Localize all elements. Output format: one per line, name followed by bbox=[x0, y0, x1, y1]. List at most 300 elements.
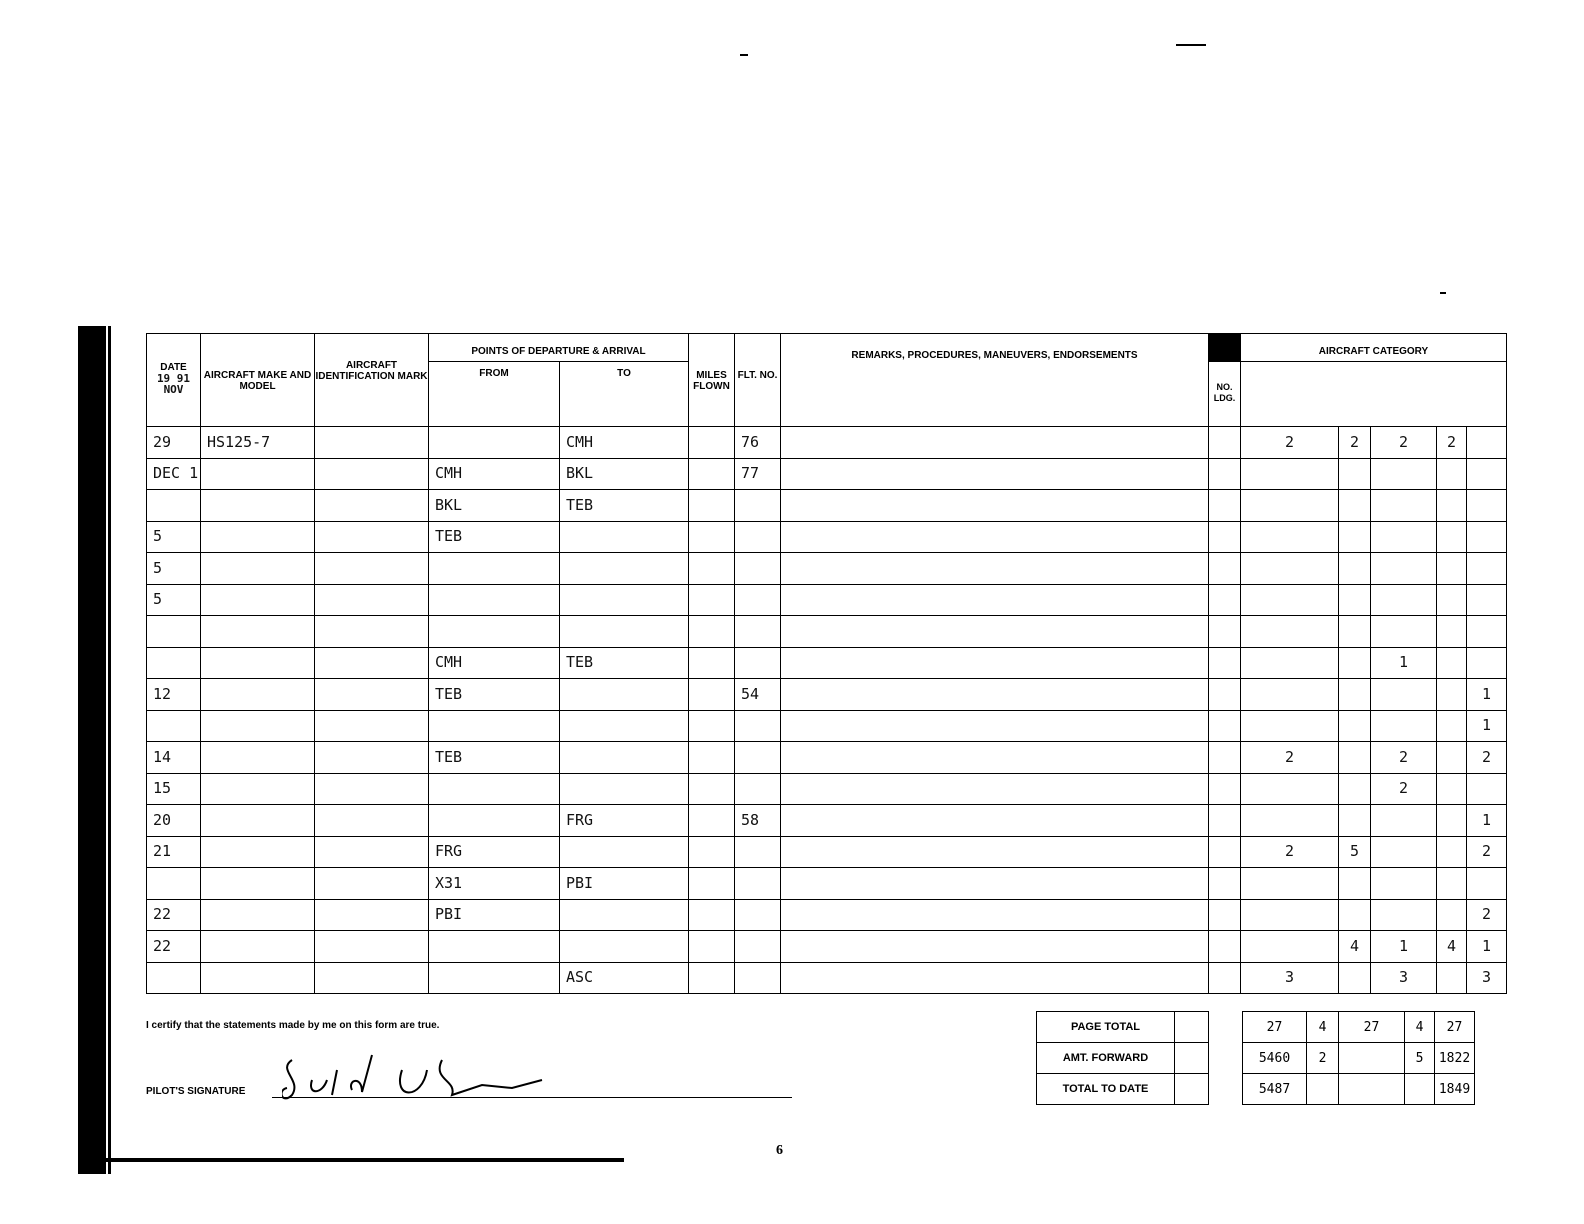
ident-cell bbox=[315, 616, 429, 648]
miles-cell bbox=[689, 742, 735, 774]
category-cell bbox=[1339, 805, 1371, 837]
date-cell bbox=[147, 710, 201, 742]
log-entry-row bbox=[147, 521, 1507, 553]
date-cell: 5 bbox=[147, 521, 201, 553]
remarks-cell bbox=[781, 679, 1209, 711]
miles-header: MILES FLOWN bbox=[689, 334, 735, 427]
log-entry-row bbox=[147, 962, 1507, 994]
ldg-cell bbox=[1209, 868, 1241, 900]
ldg-cell bbox=[1209, 962, 1241, 994]
model-cell bbox=[201, 616, 315, 648]
from-cell: BKL bbox=[429, 490, 560, 522]
model-cell bbox=[201, 805, 315, 837]
date-cell bbox=[147, 868, 201, 900]
flt-cell bbox=[735, 742, 781, 774]
category-cell: 1 bbox=[1467, 679, 1507, 711]
category-cell bbox=[1437, 679, 1467, 711]
category-cell: 1 bbox=[1371, 931, 1437, 963]
from-header: FROM bbox=[429, 362, 560, 426]
logbook-table bbox=[146, 333, 1507, 994]
category-cell bbox=[1467, 521, 1507, 553]
category-cell bbox=[1241, 773, 1339, 805]
category-cell bbox=[1241, 490, 1339, 522]
category-cell bbox=[1467, 427, 1507, 459]
flt-cell: 54 bbox=[735, 679, 781, 711]
model-cell bbox=[201, 931, 315, 963]
category-cell bbox=[1339, 553, 1371, 585]
model-cell bbox=[201, 836, 315, 868]
flt-cell bbox=[735, 521, 781, 553]
ldg-cell bbox=[1209, 490, 1241, 522]
from-cell: CMH bbox=[429, 458, 560, 490]
total-to-date-cell bbox=[1405, 1074, 1435, 1105]
category-cell: 2 bbox=[1467, 836, 1507, 868]
from-cell: TEB bbox=[429, 521, 560, 553]
category-header: AIRCRAFT CATEGORY bbox=[1241, 334, 1507, 427]
bottom-edge-line bbox=[104, 1158, 624, 1162]
category-cell bbox=[1339, 584, 1371, 616]
remarks-cell bbox=[781, 742, 1209, 774]
category-cell bbox=[1339, 899, 1371, 931]
to-cell bbox=[560, 773, 689, 805]
model-cell bbox=[201, 553, 315, 585]
category-cell bbox=[1467, 868, 1507, 900]
amt-forward-cell: 1822 bbox=[1435, 1043, 1475, 1074]
miles-cell bbox=[689, 490, 735, 522]
remarks-cell bbox=[781, 521, 1209, 553]
model-cell bbox=[201, 679, 315, 711]
remarks-cell bbox=[781, 647, 1209, 679]
from-cell: TEB bbox=[429, 679, 560, 711]
to-cell bbox=[560, 836, 689, 868]
category-cell: 2 bbox=[1467, 742, 1507, 774]
remarks-header: REMARKS, PROCEDURES, MANEUVERS, ENDORSEMENTS bbox=[781, 334, 1209, 427]
category-cell bbox=[1371, 710, 1437, 742]
remarks-cell bbox=[781, 458, 1209, 490]
category-cell bbox=[1241, 584, 1339, 616]
ldg-cell bbox=[1209, 647, 1241, 679]
date-cell: 22 bbox=[147, 899, 201, 931]
miles-cell bbox=[689, 868, 735, 900]
flt-cell bbox=[735, 647, 781, 679]
total-to-date-label: TOTAL TO DATE bbox=[1037, 1074, 1175, 1105]
category-cell bbox=[1371, 584, 1437, 616]
model-cell bbox=[201, 962, 315, 994]
to-cell bbox=[560, 553, 689, 585]
category-cell bbox=[1437, 490, 1467, 522]
remarks-cell bbox=[781, 836, 1209, 868]
to-cell: PBI bbox=[560, 868, 689, 900]
to-cell: CMH bbox=[560, 427, 689, 459]
date-header: DATE 19 91 NOV bbox=[147, 334, 201, 427]
remarks-cell bbox=[781, 868, 1209, 900]
log-entry-row bbox=[147, 868, 1507, 900]
category-cell bbox=[1467, 458, 1507, 490]
from-cell bbox=[429, 931, 560, 963]
category-cell bbox=[1339, 490, 1371, 522]
category-cell bbox=[1371, 490, 1437, 522]
to-cell bbox=[560, 521, 689, 553]
flt-cell bbox=[735, 490, 781, 522]
category-cell: 1 bbox=[1467, 931, 1507, 963]
ident-cell bbox=[315, 931, 429, 963]
from-cell bbox=[429, 962, 560, 994]
ident-cell bbox=[315, 679, 429, 711]
category-cell bbox=[1241, 521, 1339, 553]
from-cell bbox=[429, 773, 560, 805]
total-to-date-cell bbox=[1339, 1074, 1405, 1105]
ldg-cell bbox=[1209, 427, 1241, 459]
log-entry-row bbox=[147, 647, 1507, 679]
ident-cell bbox=[315, 962, 429, 994]
category-cell: 2 bbox=[1467, 899, 1507, 931]
category-cell bbox=[1437, 773, 1467, 805]
amt-forward-cell: 5460 bbox=[1243, 1043, 1307, 1074]
category-cell bbox=[1371, 553, 1437, 585]
date-cell: 12 bbox=[147, 679, 201, 711]
to-header: TO bbox=[617, 368, 631, 379]
flt-cell: 76 bbox=[735, 427, 781, 459]
category-cell bbox=[1467, 490, 1507, 522]
category-cell bbox=[1241, 553, 1339, 585]
page-total-cell: 27 bbox=[1339, 1012, 1405, 1043]
total-to-date-cell: 5487 bbox=[1243, 1074, 1307, 1105]
page-total-cell: 4 bbox=[1405, 1012, 1435, 1043]
miles-cell bbox=[689, 931, 735, 963]
miles-cell bbox=[689, 584, 735, 616]
flt-cell: 77 bbox=[735, 458, 781, 490]
model-cell bbox=[201, 773, 315, 805]
category-cell bbox=[1339, 521, 1371, 553]
category-cell: 2 bbox=[1241, 836, 1339, 868]
totals-table bbox=[1036, 1011, 1475, 1105]
ident-cell bbox=[315, 710, 429, 742]
miles-cell bbox=[689, 899, 735, 931]
category-cell bbox=[1437, 899, 1467, 931]
flt-cell bbox=[735, 868, 781, 900]
flt-cell bbox=[735, 710, 781, 742]
category-cell bbox=[1437, 805, 1467, 837]
to-cell: ASC bbox=[560, 962, 689, 994]
category-cell bbox=[1371, 616, 1437, 648]
log-entry-row bbox=[147, 836, 1507, 868]
date-cell bbox=[147, 962, 201, 994]
category-cell: 4 bbox=[1437, 931, 1467, 963]
category-cell: 2 bbox=[1241, 742, 1339, 774]
category-cell bbox=[1371, 521, 1437, 553]
category-cell bbox=[1241, 899, 1339, 931]
category-cell bbox=[1339, 868, 1371, 900]
ident-cell bbox=[315, 899, 429, 931]
category-cell bbox=[1241, 868, 1339, 900]
date-cell bbox=[147, 490, 201, 522]
flt-cell bbox=[735, 616, 781, 648]
ident-cell bbox=[315, 773, 429, 805]
miles-cell bbox=[689, 962, 735, 994]
category-cell: 1 bbox=[1467, 710, 1507, 742]
log-entry-row bbox=[147, 710, 1507, 742]
from-cell: TEB bbox=[429, 742, 560, 774]
ident-cell bbox=[315, 427, 429, 459]
from-cell bbox=[429, 616, 560, 648]
ldg-cell bbox=[1209, 742, 1241, 774]
category-cell bbox=[1339, 710, 1371, 742]
category-cell bbox=[1339, 679, 1371, 711]
miles-cell bbox=[689, 647, 735, 679]
to-cell bbox=[560, 584, 689, 616]
to-cell: FRG bbox=[560, 805, 689, 837]
total-to-date-row bbox=[1037, 1074, 1475, 1105]
page-total-ldg bbox=[1175, 1012, 1209, 1043]
page-total-row bbox=[1037, 1012, 1475, 1043]
category-cell bbox=[1241, 931, 1339, 963]
from-cell bbox=[429, 710, 560, 742]
category-cell bbox=[1467, 773, 1507, 805]
category-cell bbox=[1241, 710, 1339, 742]
ident-cell bbox=[315, 742, 429, 774]
ldg-cell bbox=[1209, 773, 1241, 805]
to-cell bbox=[560, 931, 689, 963]
miles-cell bbox=[689, 773, 735, 805]
category-cell bbox=[1437, 710, 1467, 742]
category-cell: 4 bbox=[1339, 931, 1371, 963]
from-cell bbox=[429, 427, 560, 459]
flt-cell bbox=[735, 931, 781, 963]
page-total-cell: 27 bbox=[1243, 1012, 1307, 1043]
from-cell: FRG bbox=[429, 836, 560, 868]
flt-cell bbox=[735, 836, 781, 868]
flt-cell bbox=[735, 584, 781, 616]
category-cell bbox=[1467, 584, 1507, 616]
category-cell bbox=[1437, 742, 1467, 774]
category-cell bbox=[1467, 647, 1507, 679]
log-entry-row bbox=[147, 616, 1507, 648]
log-entry-row bbox=[147, 553, 1507, 585]
remarks-cell bbox=[781, 490, 1209, 522]
model-cell bbox=[201, 584, 315, 616]
date-cell bbox=[147, 647, 201, 679]
category-cell: 2 bbox=[1437, 427, 1467, 459]
ldg-cell bbox=[1209, 584, 1241, 616]
category-cell bbox=[1437, 836, 1467, 868]
miles-cell bbox=[689, 458, 735, 490]
category-cell: 2 bbox=[1371, 742, 1437, 774]
from-cell: CMH bbox=[429, 647, 560, 679]
log-entry-row bbox=[147, 773, 1507, 805]
to-cell: BKL bbox=[560, 458, 689, 490]
ident-cell bbox=[315, 458, 429, 490]
model-cell: HS125-7 bbox=[201, 427, 315, 459]
category-cell bbox=[1437, 616, 1467, 648]
category-cell bbox=[1339, 458, 1371, 490]
model-cell bbox=[201, 868, 315, 900]
date-cell: 22 bbox=[147, 931, 201, 963]
from-cell: PBI bbox=[429, 899, 560, 931]
ldg-cell bbox=[1209, 899, 1241, 931]
amt-forward-cell: 5 bbox=[1405, 1043, 1435, 1074]
log-entry-row bbox=[147, 458, 1507, 490]
category-cell bbox=[1371, 805, 1437, 837]
category-cell: 1 bbox=[1371, 647, 1437, 679]
date-cell: 21 bbox=[147, 836, 201, 868]
remarks-cell bbox=[781, 805, 1209, 837]
category-cell bbox=[1241, 458, 1339, 490]
ldg-cell bbox=[1209, 616, 1241, 648]
category-cell bbox=[1241, 647, 1339, 679]
to-cell bbox=[560, 899, 689, 931]
miles-cell bbox=[689, 427, 735, 459]
category-cell bbox=[1241, 679, 1339, 711]
remarks-cell bbox=[781, 427, 1209, 459]
ident-cell bbox=[315, 553, 429, 585]
total-to-date-ldg bbox=[1175, 1074, 1209, 1105]
miles-cell bbox=[689, 553, 735, 585]
category-cell bbox=[1339, 616, 1371, 648]
flt-cell bbox=[735, 899, 781, 931]
ldg-cell bbox=[1209, 458, 1241, 490]
page-total-cell: 27 bbox=[1435, 1012, 1475, 1043]
category-cell bbox=[1437, 584, 1467, 616]
category-cell: 1 bbox=[1467, 805, 1507, 837]
remarks-cell bbox=[781, 931, 1209, 963]
model-cell bbox=[201, 742, 315, 774]
model-cell bbox=[201, 710, 315, 742]
from-cell bbox=[429, 805, 560, 837]
amt-forward-row bbox=[1037, 1043, 1475, 1074]
ident-cell bbox=[315, 805, 429, 837]
category-cell: 3 bbox=[1371, 962, 1437, 994]
ident-cell bbox=[315, 647, 429, 679]
page-total-label: PAGE TOTAL bbox=[1037, 1012, 1175, 1043]
to-cell: TEB bbox=[560, 647, 689, 679]
category-cell bbox=[1371, 899, 1437, 931]
ident-cell bbox=[315, 868, 429, 900]
scan-speck bbox=[1176, 44, 1206, 46]
category-cell bbox=[1437, 458, 1467, 490]
category-cell bbox=[1371, 458, 1437, 490]
to-cell bbox=[560, 742, 689, 774]
category-cell bbox=[1467, 616, 1507, 648]
category-cell bbox=[1339, 773, 1371, 805]
amt-forward-cell: 2 bbox=[1307, 1043, 1339, 1074]
ident-cell bbox=[315, 490, 429, 522]
log-entry-row bbox=[147, 490, 1507, 522]
model-cell bbox=[201, 458, 315, 490]
remarks-cell bbox=[781, 584, 1209, 616]
scan-speck bbox=[740, 54, 748, 56]
flt-header: FLT. NO. bbox=[735, 334, 781, 427]
page-total-cell: 4 bbox=[1307, 1012, 1339, 1043]
log-entry-row bbox=[147, 584, 1507, 616]
model-cell bbox=[201, 899, 315, 931]
category-cell bbox=[1437, 868, 1467, 900]
remarks-cell bbox=[781, 899, 1209, 931]
category-cell bbox=[1437, 521, 1467, 553]
model-cell bbox=[201, 521, 315, 553]
remarks-cell bbox=[781, 962, 1209, 994]
flt-cell bbox=[735, 962, 781, 994]
category-cell bbox=[1371, 836, 1437, 868]
ident-cell bbox=[315, 521, 429, 553]
category-cell bbox=[1437, 553, 1467, 585]
pilot-signature-image bbox=[282, 1050, 562, 1119]
date-cell: 20 bbox=[147, 805, 201, 837]
date-cell: 29 bbox=[147, 427, 201, 459]
date-cell: 14 bbox=[147, 742, 201, 774]
page-number: 6 bbox=[776, 1143, 783, 1158]
to-cell bbox=[560, 679, 689, 711]
ident-header: AIRCRAFT IDENTIFICATION MARK bbox=[315, 334, 429, 427]
date-cell bbox=[147, 616, 201, 648]
date-cell: DEC 1 bbox=[147, 458, 201, 490]
date-cell: 5 bbox=[147, 553, 201, 585]
pilot-signature-label: PILOT'S SIGNATURE bbox=[146, 1086, 246, 1097]
to-cell: TEB bbox=[560, 490, 689, 522]
amt-forward-cell bbox=[1339, 1043, 1405, 1074]
ldg-cell bbox=[1209, 521, 1241, 553]
remarks-cell bbox=[781, 710, 1209, 742]
category-cell bbox=[1339, 742, 1371, 774]
category-cell bbox=[1241, 805, 1339, 837]
ldg-cell bbox=[1209, 836, 1241, 868]
category-cell bbox=[1467, 553, 1507, 585]
log-entry-row bbox=[147, 679, 1507, 711]
total-to-date-cell bbox=[1307, 1074, 1339, 1105]
flt-cell: 58 bbox=[735, 805, 781, 837]
flt-cell bbox=[735, 773, 781, 805]
from-cell bbox=[429, 553, 560, 585]
ldg-cell bbox=[1209, 805, 1241, 837]
model-cell bbox=[201, 647, 315, 679]
category-cell: 2 bbox=[1371, 773, 1437, 805]
to-cell bbox=[560, 710, 689, 742]
date-cell: 15 bbox=[147, 773, 201, 805]
flt-cell bbox=[735, 553, 781, 585]
nolog-header: NO. LDG. bbox=[1209, 334, 1241, 427]
ldg-cell bbox=[1209, 679, 1241, 711]
category-cell bbox=[1339, 647, 1371, 679]
total-to-date-cell: 1849 bbox=[1435, 1074, 1475, 1105]
log-entry-row bbox=[147, 742, 1507, 774]
category-cell: 3 bbox=[1241, 962, 1339, 994]
log-entry-row bbox=[147, 427, 1507, 459]
category-cell: 2 bbox=[1241, 427, 1339, 459]
log-entry-row bbox=[147, 805, 1507, 837]
ldg-cell bbox=[1209, 553, 1241, 585]
miles-cell bbox=[689, 710, 735, 742]
binding-edge bbox=[78, 326, 106, 1174]
from-cell bbox=[429, 584, 560, 616]
ident-cell bbox=[315, 836, 429, 868]
miles-cell bbox=[689, 679, 735, 711]
log-entry-row bbox=[147, 899, 1507, 931]
category-cell bbox=[1241, 616, 1339, 648]
miles-cell bbox=[689, 616, 735, 648]
signature-scribble-icon bbox=[282, 1050, 562, 1110]
remarks-cell bbox=[781, 773, 1209, 805]
miles-cell bbox=[689, 805, 735, 837]
make-model-header: AIRCRAFT MAKE AND MODEL bbox=[201, 334, 315, 427]
category-cell bbox=[1437, 647, 1467, 679]
log-entry-row bbox=[147, 931, 1507, 963]
category-cell bbox=[1339, 962, 1371, 994]
certify-statement: I certify that the statements made by me on this form are true. bbox=[146, 1020, 440, 1031]
category-cell bbox=[1437, 962, 1467, 994]
category-cell bbox=[1371, 679, 1437, 711]
model-cell bbox=[201, 490, 315, 522]
points-header: POINTS OF DEPARTURE & ARRIVAL FROM TO bbox=[429, 334, 689, 427]
category-cell: 2 bbox=[1371, 427, 1437, 459]
